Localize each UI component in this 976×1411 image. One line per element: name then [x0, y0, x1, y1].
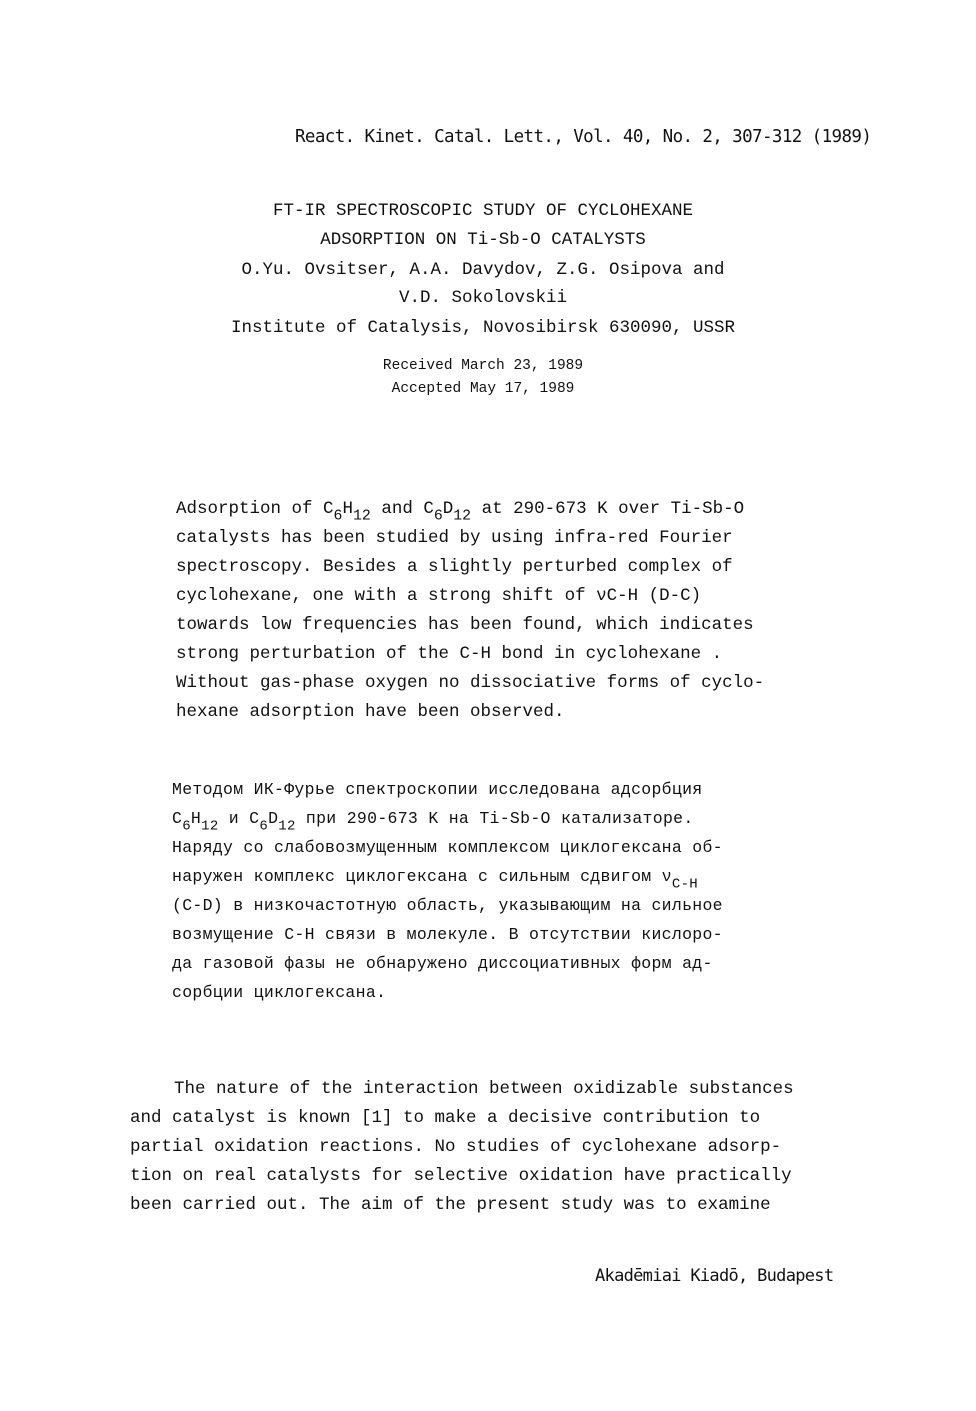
abstract-ru-line: наружен комплекс циклогексана с сильным сдвигом $\nu_{C-H}$ — [172, 867, 699, 893]
body-line: partial oxidation reactions. No studies of cyclohexane adsorp- — [130, 1137, 782, 1157]
received-date: Received March 23, 1989 — [382, 358, 584, 374]
title-line-1: FT-IR SPECTROSCOPIC STUDY OF CYCLOHEXANE — [272, 201, 694, 221]
abstract-ru-line: (C-D) в низкочастотную область, указывающим на сильное — [172, 896, 723, 915]
abstract-en-line: catalysts has been studied by using infra-red Fourier — [176, 528, 733, 548]
body-line: tion on real catalysts for selective oxidation have practically — [130, 1166, 792, 1186]
abstract-en-line: Adsorption of $C_6H_{12}$ and $C_6D_{12}$ at 290-673 K over Ti-Sb-O — [176, 499, 745, 525]
abstract-ru-line: Методом ИК-Фурье спектроскопии исследована адсорбция — [172, 780, 703, 799]
title-line-2: ADSORPTION ON Ti-Sb-O CATALYSTS — [320, 230, 646, 250]
publisher-footer: Akadēmiai Kiadō, Budapest — [595, 1266, 834, 1286]
accepted-date: Accepted May 17, 1989 — [391, 381, 575, 397]
body-line: and catalyst is known [1] to make a decisive contribution to — [130, 1108, 761, 1128]
abstract-ru-line: $C_6H_{12}$ и $C_6D_{12}$ при 290-673 K на Ti-Sb-O катализаторе. — [172, 809, 694, 835]
journal-header: React. Kinet. Catal. Lett., Vol. 40, No. 2, 307-312 (1989) — [295, 127, 872, 147]
abstract-ru-line: сорбции циклогексана. — [172, 983, 387, 1002]
body-line: The nature of the interaction between oxidizable substances — [174, 1079, 794, 1099]
abstract-en-line: hexane adsorption have been observed. — [176, 702, 565, 722]
abstract-ru-line: Наряду со слабовозмущенным комплексом циклогексана об- — [172, 838, 723, 857]
abstract-english — [176, 495, 764, 727]
abstract-en-line: strong perturbation of the C-H bond in cyclohexane . — [176, 644, 723, 664]
abstract-russian — [172, 775, 723, 1007]
abstract-en-line: cyclohexane, one with a strong shift of νC-H (D-C) — [176, 586, 702, 606]
abstract-ru-line: возмущение C-H связи в молекуле. В отсутствии кислоро- — [172, 925, 723, 944]
affiliation: Institute of Catalysis, Novosibirsk 630090, USSR — [230, 318, 736, 338]
body-line: been carried out. The aim of the present study was to examine — [130, 1195, 771, 1215]
body-text — [130, 1075, 794, 1220]
abstract-en-line: Without gas-phase oxygen no dissociative forms of cyclo- — [176, 673, 765, 693]
abstract-en-line: towards low frequencies has been found, which indicates — [176, 615, 754, 635]
authors-line-2: V.D. Sokolovskii — [398, 288, 568, 308]
abstract-ru-line: да газовой фазы не обнаружено диссоциативных форм ад- — [172, 954, 713, 973]
abstract-en-line: spectroscopy. Besides a slightly perturbed complex of — [176, 557, 733, 577]
authors-line-1: O.Yu. Ovsitser, A.A. Davydov, Z.G. Osipova and — [241, 260, 725, 280]
